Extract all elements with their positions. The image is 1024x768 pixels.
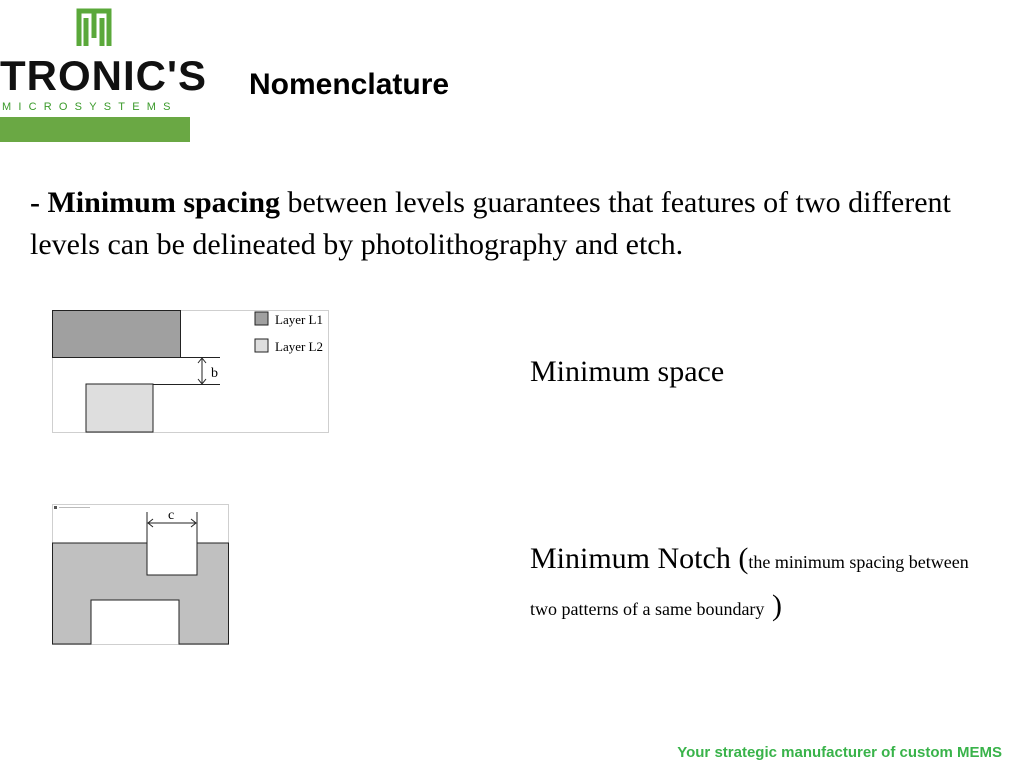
tronics-logo-icon: [76, 8, 112, 48]
intro-rest: between levels guarantees that features of two different levels can be delineated by photolithography and etch.: [30, 186, 951, 261]
notch-main-text: Minimum Notch (: [530, 542, 749, 575]
company-logo: [0, 0, 207, 142]
legend-label-l2: Layer L2: [275, 339, 324, 354]
minimum-notch-diagram: [52, 504, 230, 646]
notch-close: ): [764, 589, 782, 622]
layer-l2-shape: [86, 384, 153, 432]
dimension-label-b: b: [211, 366, 218, 381]
layer-l1-shape: [53, 311, 181, 358]
minimum-space-label: Minimum space: [530, 355, 725, 388]
dimension-label-c: c: [168, 508, 175, 523]
legend-label-l1: Layer L1: [275, 312, 324, 327]
logo-bar: [0, 117, 190, 142]
minimum-space-diagram: [52, 310, 330, 434]
notch-note: the minimum spacing between two patterns of a same boundary: [530, 552, 969, 619]
footer-tagline: Your strategic manufacturer of custom MEMS: [677, 744, 1002, 761]
mini-header-mark: [54, 506, 57, 509]
logo-subtitle: MICROSYSTEMS: [2, 101, 178, 113]
logo-name: TRONIC'S: [0, 52, 207, 99]
legend-swatch-l2: [255, 339, 268, 352]
intro-paragraph: [30, 182, 990, 266]
intro-bold: - Minimum spacing: [30, 186, 281, 219]
slide-title: Nomenclature: [249, 68, 450, 101]
minimum-notch-label: [530, 537, 990, 631]
legend-swatch-l1: [255, 312, 268, 325]
